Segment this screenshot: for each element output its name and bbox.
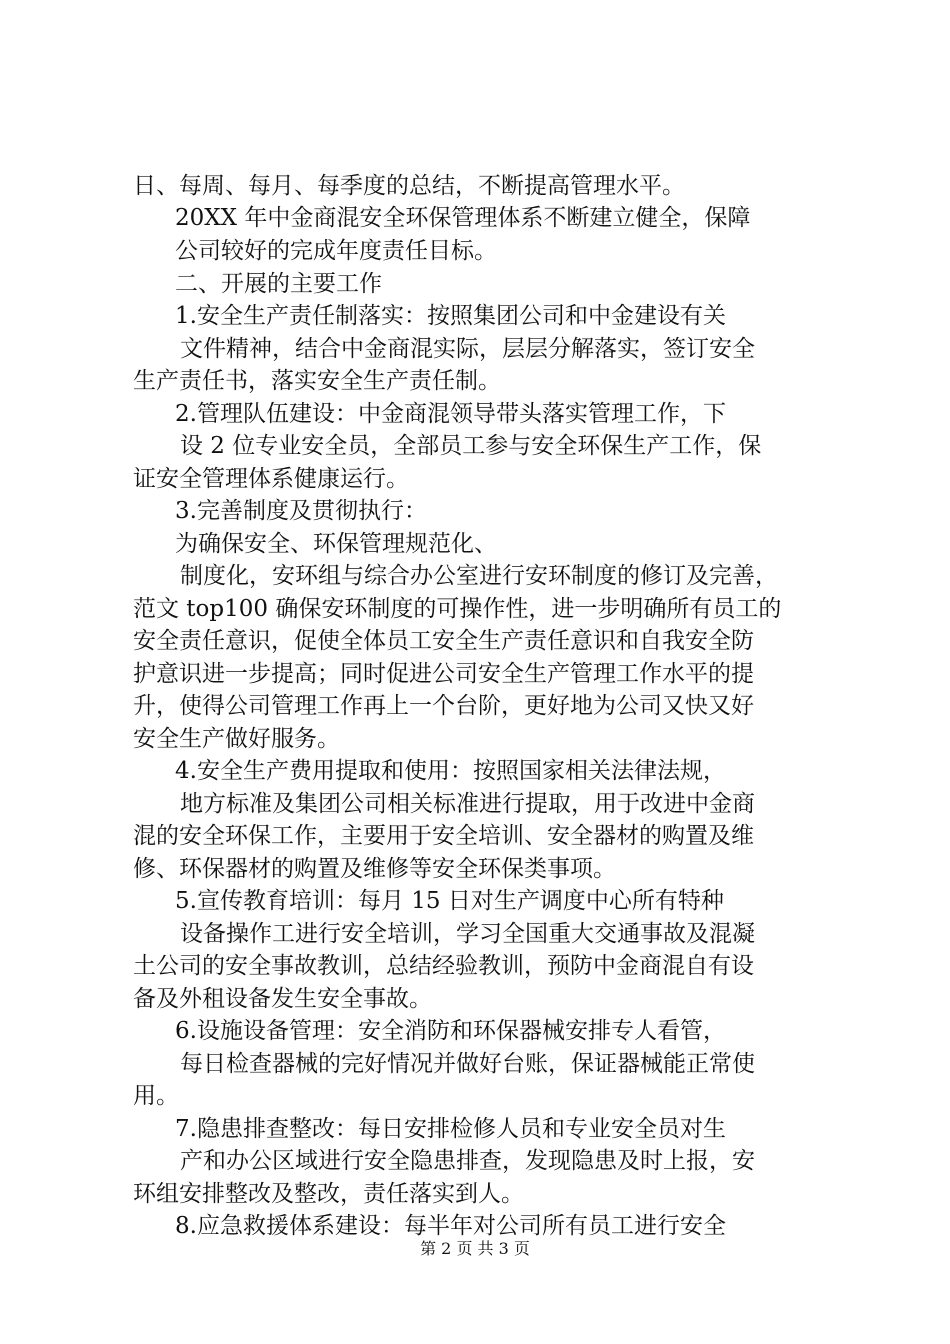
text-line: 修、环保器材的购置及维修等安全环保类事项。: [133, 856, 616, 882]
page-number-footer: 第 2 页 共 3 页: [420, 1239, 530, 1258]
text-line: 混的安全环保工作，主要用于安全培训、安全器材的购置及维: [133, 823, 754, 849]
text-line: 用。: [133, 1083, 179, 1109]
text-line: 4.安全生产费用提取和使用：按照国家相关法律法规，: [175, 758, 726, 784]
text-line: 设备操作工进行安全培训，学习全国重大交通事故及混凝: [180, 921, 755, 947]
text-line: 护意识进一步提高；同时促进公司安全生产管理工作水平的提: [133, 661, 754, 687]
text-line: 为确保安全、环保管理规范化、: [175, 531, 497, 557]
text-line: 6.设施设备管理：安全消防和环保器械安排专人看管，: [175, 1018, 726, 1044]
text-line: 产和办公区域进行安全隐患排查，发现隐患及时上报，安: [180, 1148, 755, 1174]
text-line: 设 2 位专业安全员，全部员工参与安全环保生产工作，保: [180, 433, 762, 459]
section-heading: 二、开展的主要工作: [175, 271, 382, 297]
text-line: 证安全管理体系健康运行。: [133, 466, 409, 492]
text-line: 范文 top100 确保安环制度的可操作性，进一步明确所有员工的: [133, 596, 782, 622]
text-line: 日、每周、每月、每季度的总结，不断提高管理水平。: [133, 173, 685, 199]
text-line: 公司较好的完成年度责任目标。: [175, 238, 497, 264]
text-line: 7.隐患排查整改：每日安排检修人员和专业安全员对生: [175, 1116, 726, 1142]
text-line: 升，使得公司管理工作再上一个台阶，更好地为公司又快又好: [133, 693, 754, 719]
text-line: 文件精神，结合中金商混实际，层层分解落实，签订安全: [180, 336, 755, 362]
text-line: 备及外租设备发生安全事故。: [133, 986, 432, 1012]
text-line: 5.宣传教育培训：每月 15 日对生产调度中心所有特种: [175, 888, 724, 914]
text-line: 8.应急救援体系建设：每半年对公司所有员工进行安全: [175, 1213, 726, 1239]
text-line: 3.完善制度及贯彻执行：: [175, 498, 427, 524]
text-line: 安全责任意识，促使全体员工安全生产责任意识和自我安全防: [133, 628, 754, 654]
text-line: 安全生产做好服务。: [133, 726, 340, 752]
text-line: 1.安全生产责任制落实：按照集团公司和中金建设有关: [175, 303, 726, 329]
text-line: 2.管理队伍建设：中金商混领导带头落实管理工作，下: [175, 401, 726, 427]
text-line: 20XX 年中金商混安全环保管理体系不断建立健全，保障: [175, 205, 751, 231]
text-line: 土公司的安全事故教训，总结经验教训，预防中金商混自有设: [133, 953, 754, 979]
text-line: 每日检查器械的完好情况并做好台账，保证器械能正常使: [180, 1051, 755, 1077]
text-line: 生产责任书，落实安全生产责任制。: [133, 368, 501, 394]
text-line: 制度化，安环组与综合办公室进行安环制度的修订及完善，: [180, 563, 778, 589]
text-line: 地方标准及集团公司相关标准进行提取，用于改进中金商: [180, 791, 755, 817]
text-line: 环组安排整改及整改，责任落实到人。: [133, 1181, 524, 1207]
